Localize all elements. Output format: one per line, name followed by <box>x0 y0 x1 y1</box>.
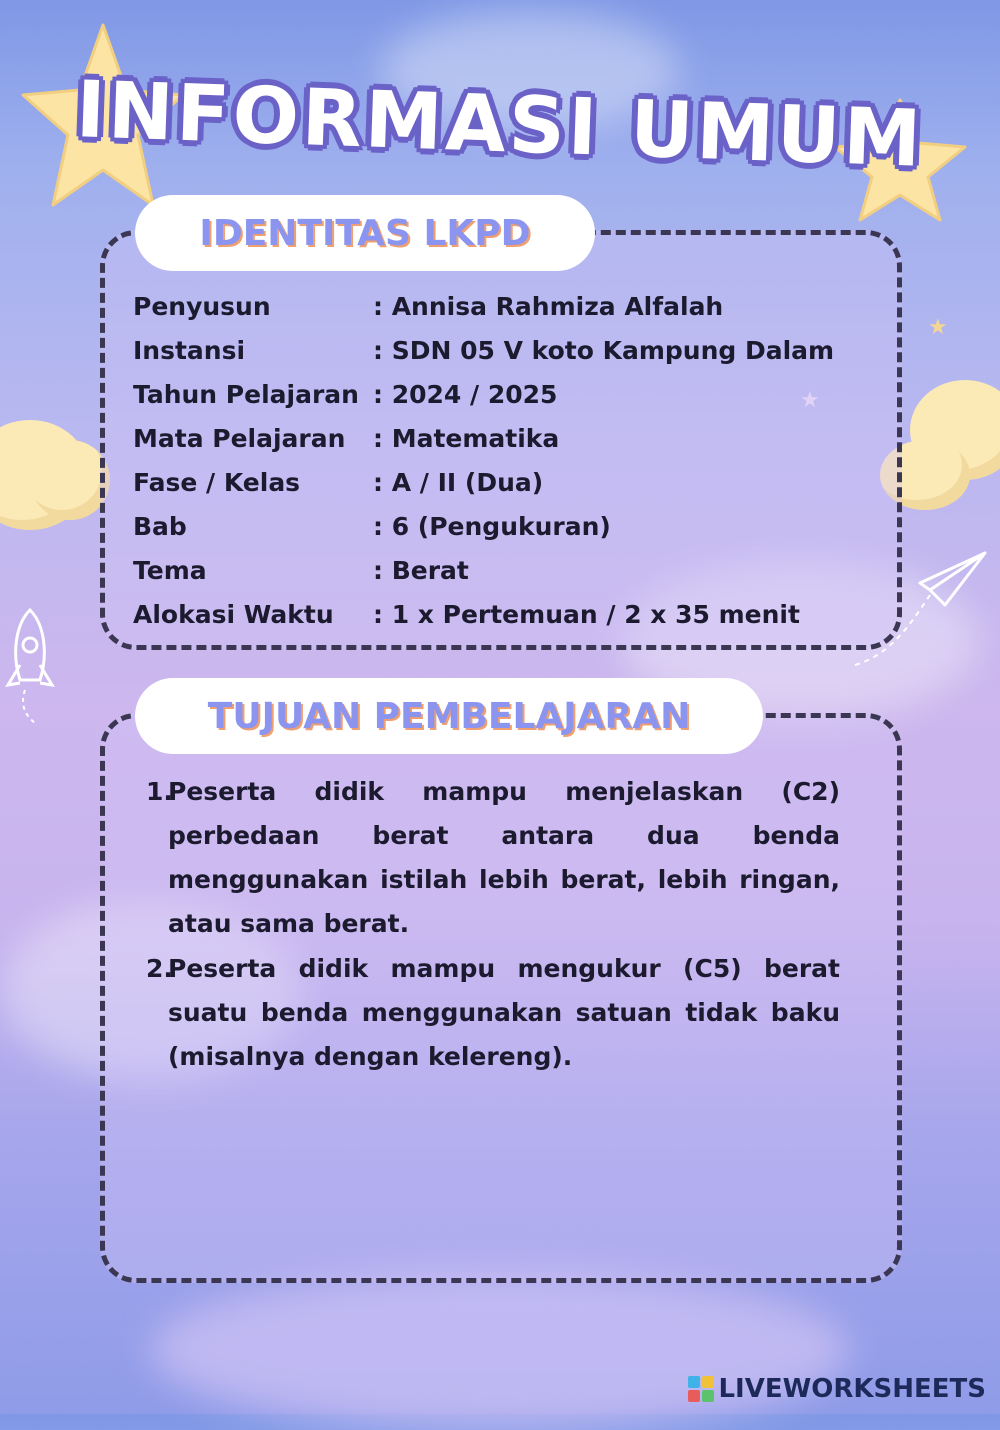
row-label: Mata Pelajaran <box>133 424 346 453</box>
tujuan-heading-label: TUJUAN PEMBELAJARAN <box>207 695 691 737</box>
row-label: Instansi <box>133 336 246 365</box>
identitas-heading <box>135 195 595 271</box>
star-icon: ★ <box>928 315 948 340</box>
background-cloud <box>150 1270 850 1430</box>
page-title: INFORMASI UMUM <box>74 65 926 185</box>
row-label: Bab <box>133 512 187 541</box>
star-icon: ★ <box>800 388 820 413</box>
row-label: Fase / Kelas <box>133 468 301 497</box>
objective-number: 1. <box>146 777 173 806</box>
row-label: Tema <box>133 556 207 585</box>
row-label: Penyusun <box>133 292 271 321</box>
tujuan-heading <box>135 678 763 754</box>
objective-text: Peserta didik mampu mengukur (C5) berat suatu benda menggunakan satuan tidak baku (misalnya dengan kelereng). <box>168 954 840 1071</box>
rocket-icon <box>0 605 60 725</box>
liveworksheets-footer[interactable] <box>688 1374 986 1404</box>
liveworksheets-logo-icon <box>688 1376 714 1402</box>
row-label: Alokasi Waktu <box>133 600 334 629</box>
row-label: Tahun Pelajaran <box>133 380 359 409</box>
row-value: : Matematika <box>373 424 560 453</box>
row-value: : A / II (Dua) <box>373 468 544 497</box>
row-value: : 6 (Pengukuran) <box>373 512 611 541</box>
objective-text: Peserta didik mampu menjelaskan (C2) perbedaan berat antara dua benda menggunakan istilah lebih berat, lebih ringan, atau sama berat. <box>168 777 840 938</box>
identitas-heading-label: IDENTITAS LKPD <box>199 212 531 254</box>
yellow-cloud <box>30 440 110 520</box>
row-value: : 1 x Pertemuan / 2 x 35 menit <box>373 600 800 629</box>
row-value: : SDN 05 V koto Kampung Dalam <box>373 336 835 365</box>
objective-item <box>146 770 868 950</box>
objective-item <box>146 947 868 1087</box>
row-value: : 2024 / 2025 <box>373 380 558 409</box>
row-value: : Berat <box>373 556 469 585</box>
row-value: : Annisa Rahmiza Alfalah <box>373 292 724 321</box>
objective-number: 2. <box>146 954 173 983</box>
footer-brand: LIVEWORKSHEETS <box>718 1374 986 1404</box>
